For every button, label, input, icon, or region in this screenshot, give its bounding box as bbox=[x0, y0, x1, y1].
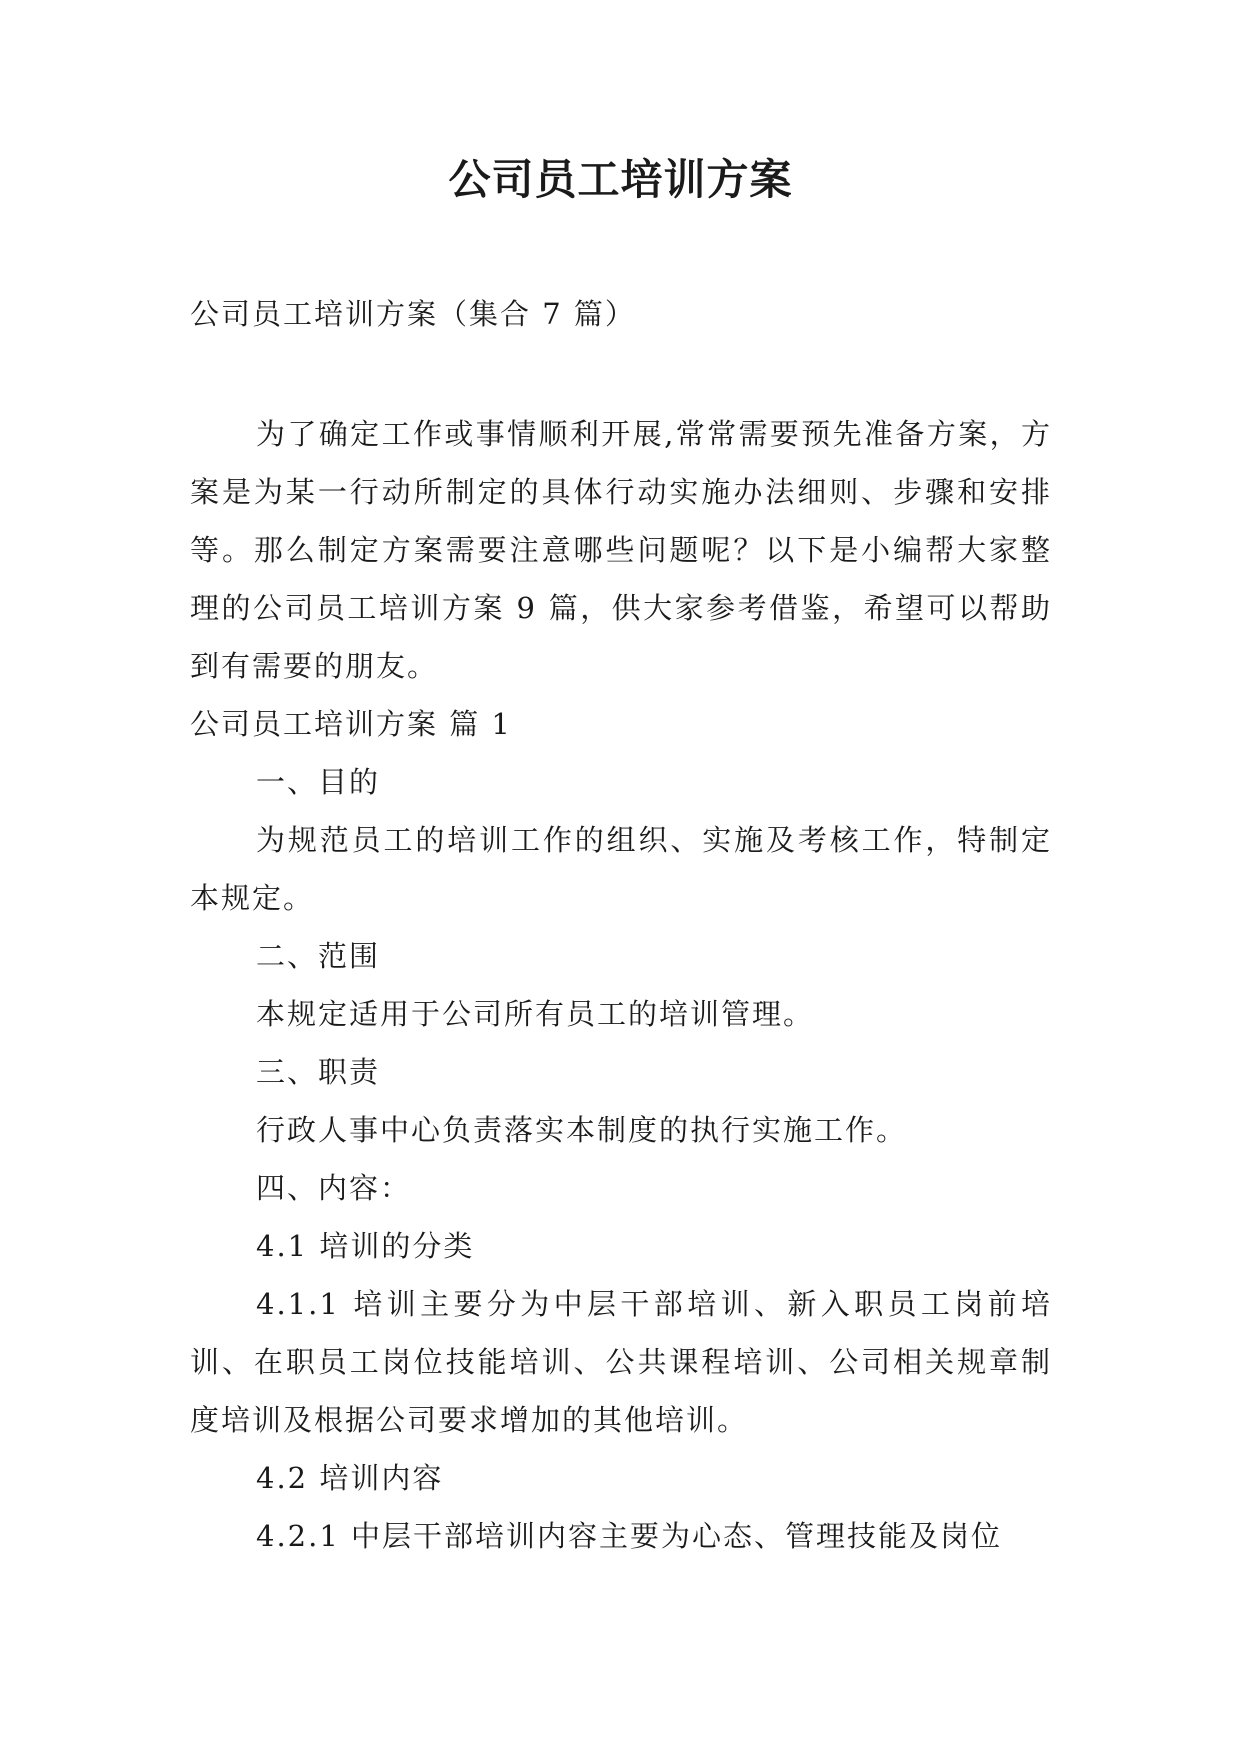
paragraph-purpose: 为规范员工的培训工作的组织、实施及考核工作，特制定本规定。 bbox=[190, 823, 1052, 915]
heading-purpose: 一、目的 bbox=[256, 765, 381, 799]
heading-responsibility: 三、职责 bbox=[256, 1055, 381, 1089]
document-body bbox=[190, 405, 1052, 1565]
paragraph-responsibility: 行政人事中心负责落实本制度的执行实施工作。 bbox=[256, 1113, 908, 1147]
heading-training-content: 4.2 培训内容 bbox=[256, 1461, 444, 1495]
document-title: 公司员工培训方案 bbox=[448, 155, 793, 204]
intro-paragraph: 为了确定工作或事情顺利开展,常常需要预先准备方案，方案是为某一行动所制定的具体行动实施办法细则、步骤和安排等。那么制定方案需要注意哪些问题呢？以下是小编帮大家整理的公司员工培训方案 9 篇，供大家参考借鉴，希望可以帮助到有需要的朋友。 bbox=[190, 417, 1052, 683]
paragraph-scope: 本规定适用于公司所有员工的培训管理。 bbox=[256, 997, 815, 1031]
heading-content: 四、内容： bbox=[256, 1171, 412, 1205]
paragraph-training-content: 4.2.1 中层干部培训内容主要为心态、管理技能及岗位 bbox=[256, 1519, 1003, 1553]
heading-training-categories: 4.1 培训的分类 bbox=[256, 1229, 475, 1263]
section-heading: 公司员工培训方案 篇 1 bbox=[190, 707, 512, 741]
paragraph-training-categories: 4.1.1 培训主要分为中层干部培训、新入职员工岗前培训、在职员工岗位技能培训、公共课程培训、公司相关规章制度培训及根据公司要求增加的其他培训。 bbox=[190, 1287, 1052, 1437]
document-subtitle: 公司员工培训方案（集合 7 篇） bbox=[190, 297, 636, 331]
heading-scope: 二、范围 bbox=[256, 939, 381, 973]
